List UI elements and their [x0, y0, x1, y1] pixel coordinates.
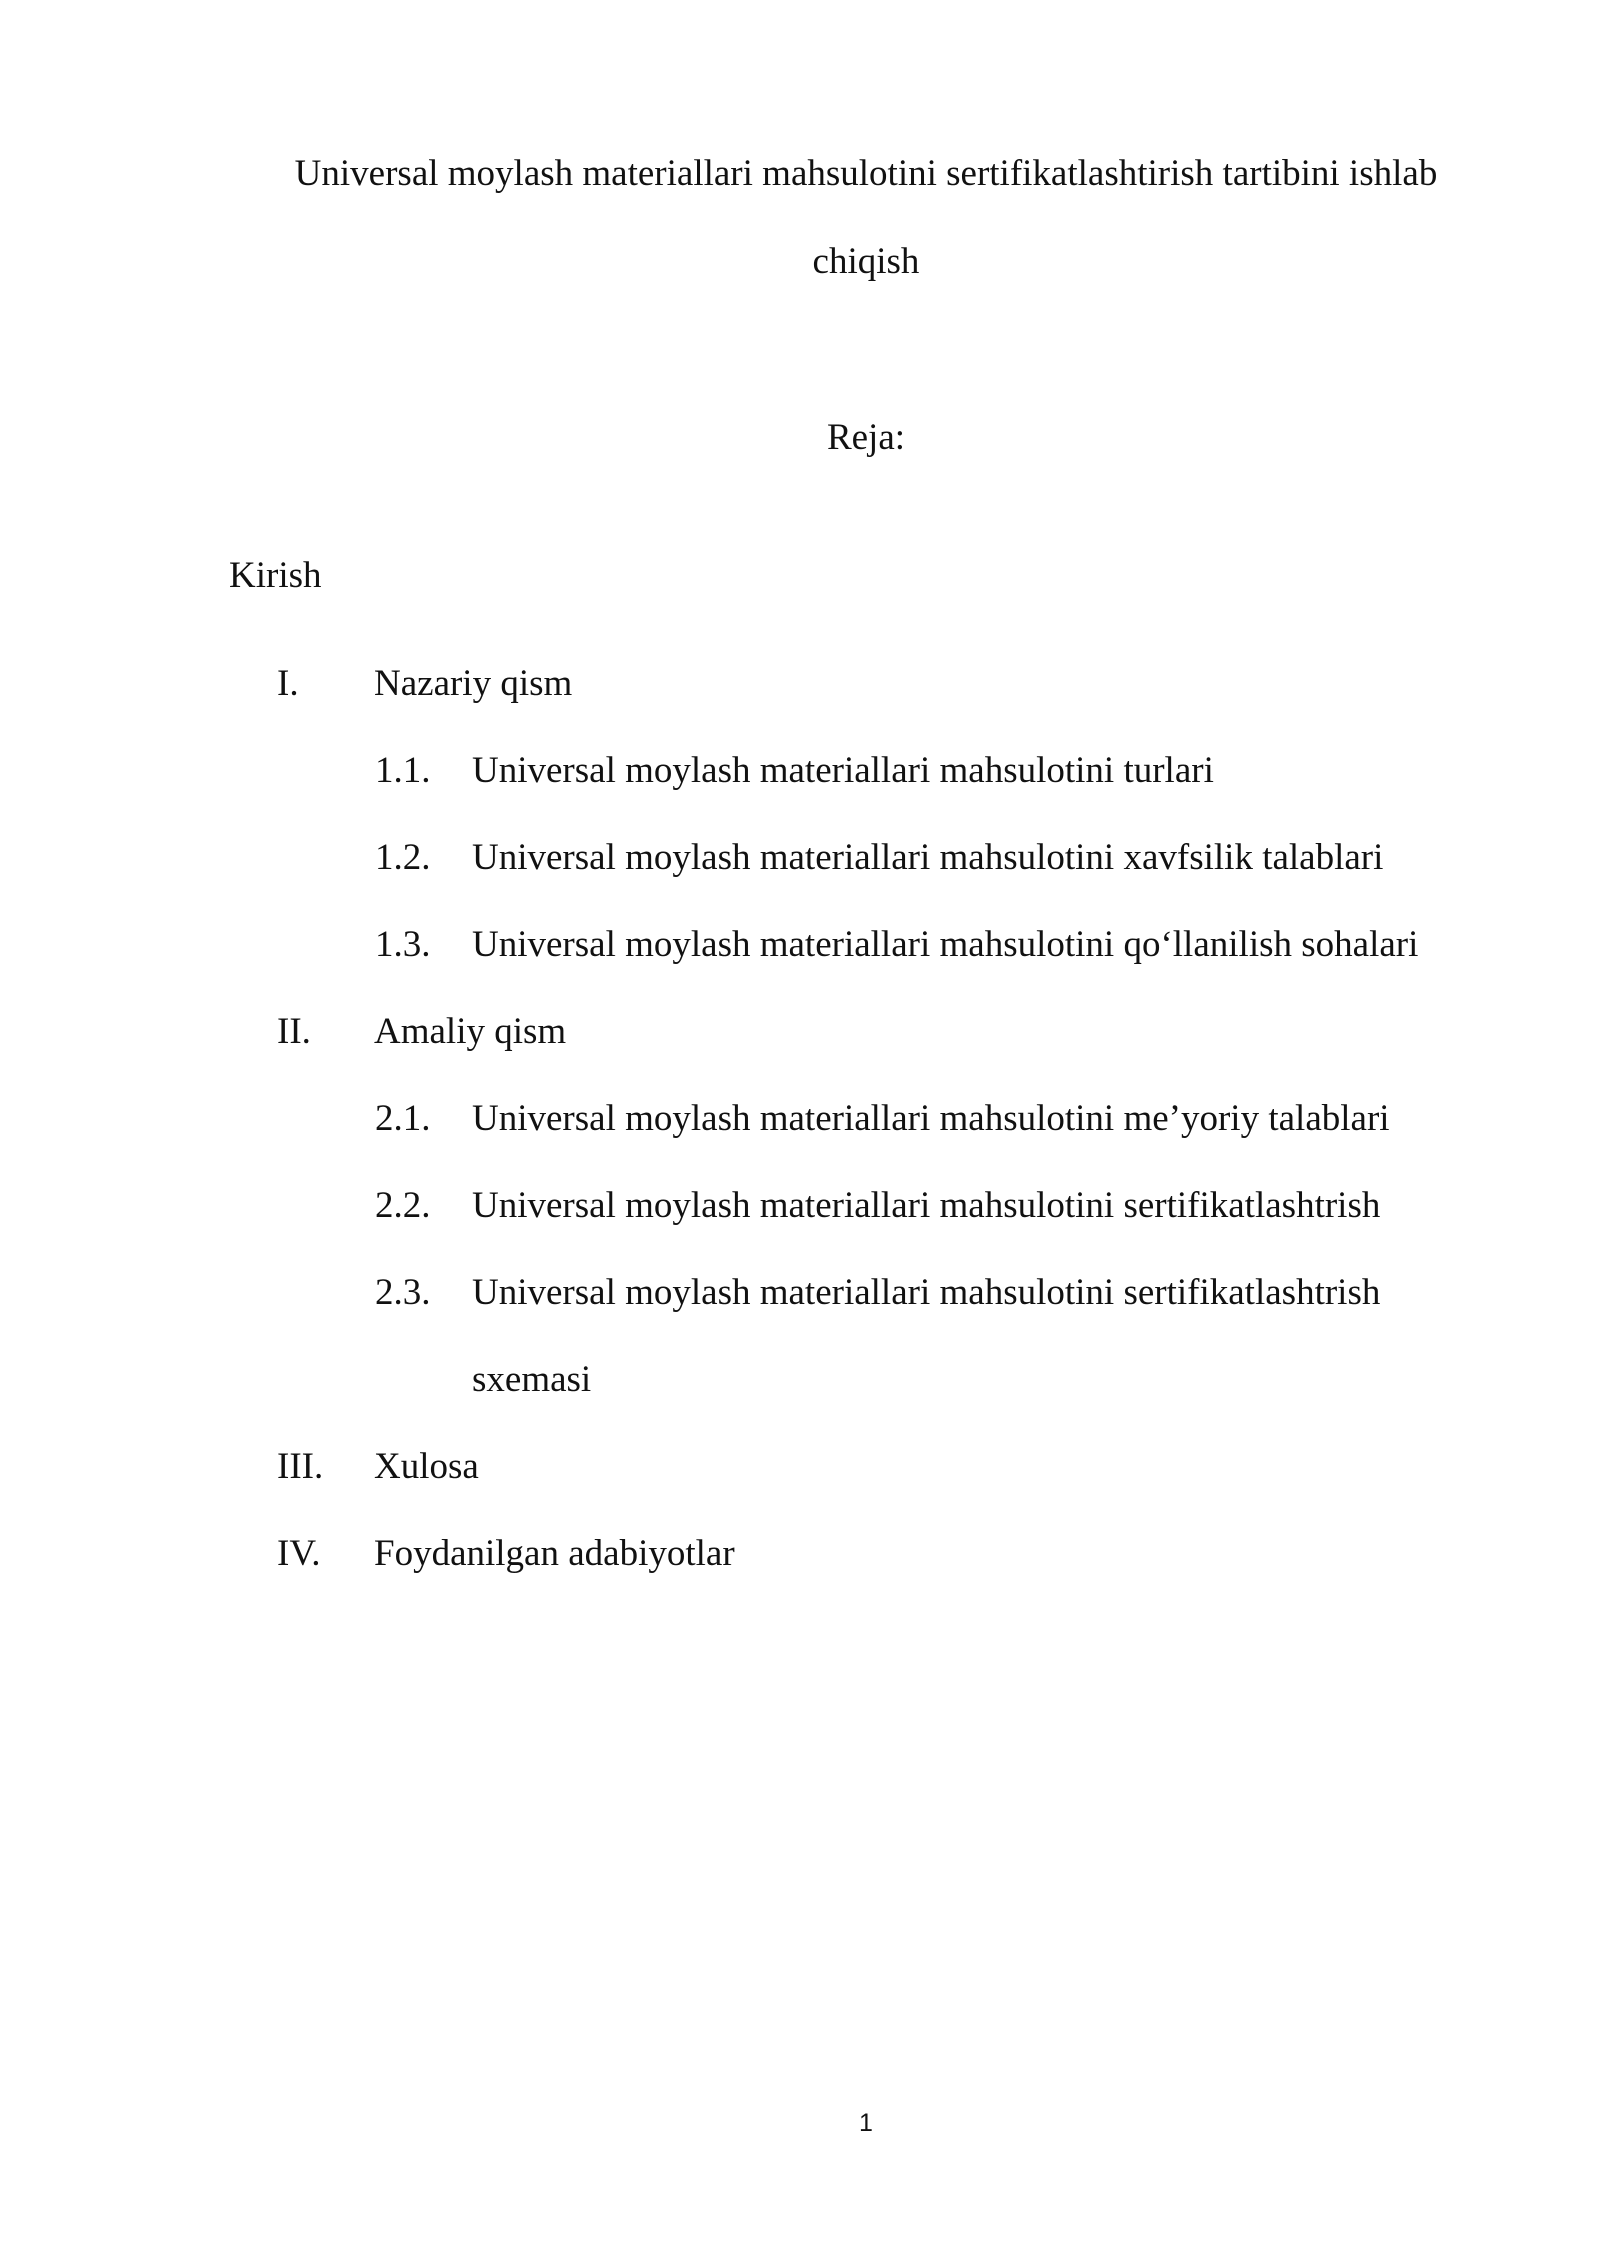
document-title-line-1: Universal moylash materiallari mahsulotini sertifikatlashtirish tartibini ishlab	[294, 153, 1438, 194]
toc-item-text: Universal moylash materiallari mahsulotini me’yoriy talablari	[472, 1098, 1390, 1139]
toc-section-label: Nazariy qism	[374, 663, 573, 704]
toc-section-numeral: IV.	[277, 1533, 321, 1574]
toc-intro: Kirish	[229, 555, 322, 596]
toc-section-numeral: II.	[277, 1011, 311, 1052]
toc-item-number: 2.1.	[375, 1098, 431, 1139]
toc-item-text: Universal moylash materiallari mahsulotini qo‘llanilish sohalari	[472, 924, 1419, 965]
toc-item-text: Universal moylash materiallari mahsulotini sertifikatlashtrish	[472, 1185, 1381, 1226]
toc-item-text: Universal moylash materiallari mahsulotini xavfsilik talablari	[472, 837, 1384, 878]
toc-item-number: 2.3.	[375, 1272, 431, 1313]
toc-item-number: 2.2.	[375, 1185, 431, 1226]
document-title-line-2: chiqish	[812, 241, 920, 282]
toc-section-label: Amaliy qism	[374, 1011, 567, 1052]
toc-section-label: Foydanilgan adabiyotlar	[374, 1533, 735, 1574]
toc-item-number: 1.1.	[375, 750, 431, 791]
toc-item-number: 1.2.	[375, 837, 431, 878]
toc-section-numeral: I.	[277, 663, 299, 704]
toc-section-label: Xulosa	[374, 1446, 479, 1487]
toc-section-numeral: III.	[277, 1446, 324, 1487]
toc-item-number: 1.3.	[375, 924, 431, 965]
plan-heading: Reja:	[826, 417, 906, 458]
toc-item-2-3-continuation: sxemasi	[472, 1359, 592, 1400]
page-number: 1	[859, 2109, 873, 2137]
toc-item-text: Universal moylash materiallari mahsulotini sertifikatlashtrish	[472, 1272, 1381, 1313]
toc-item-text: Universal moylash materiallari mahsulotini turlari	[472, 750, 1214, 791]
